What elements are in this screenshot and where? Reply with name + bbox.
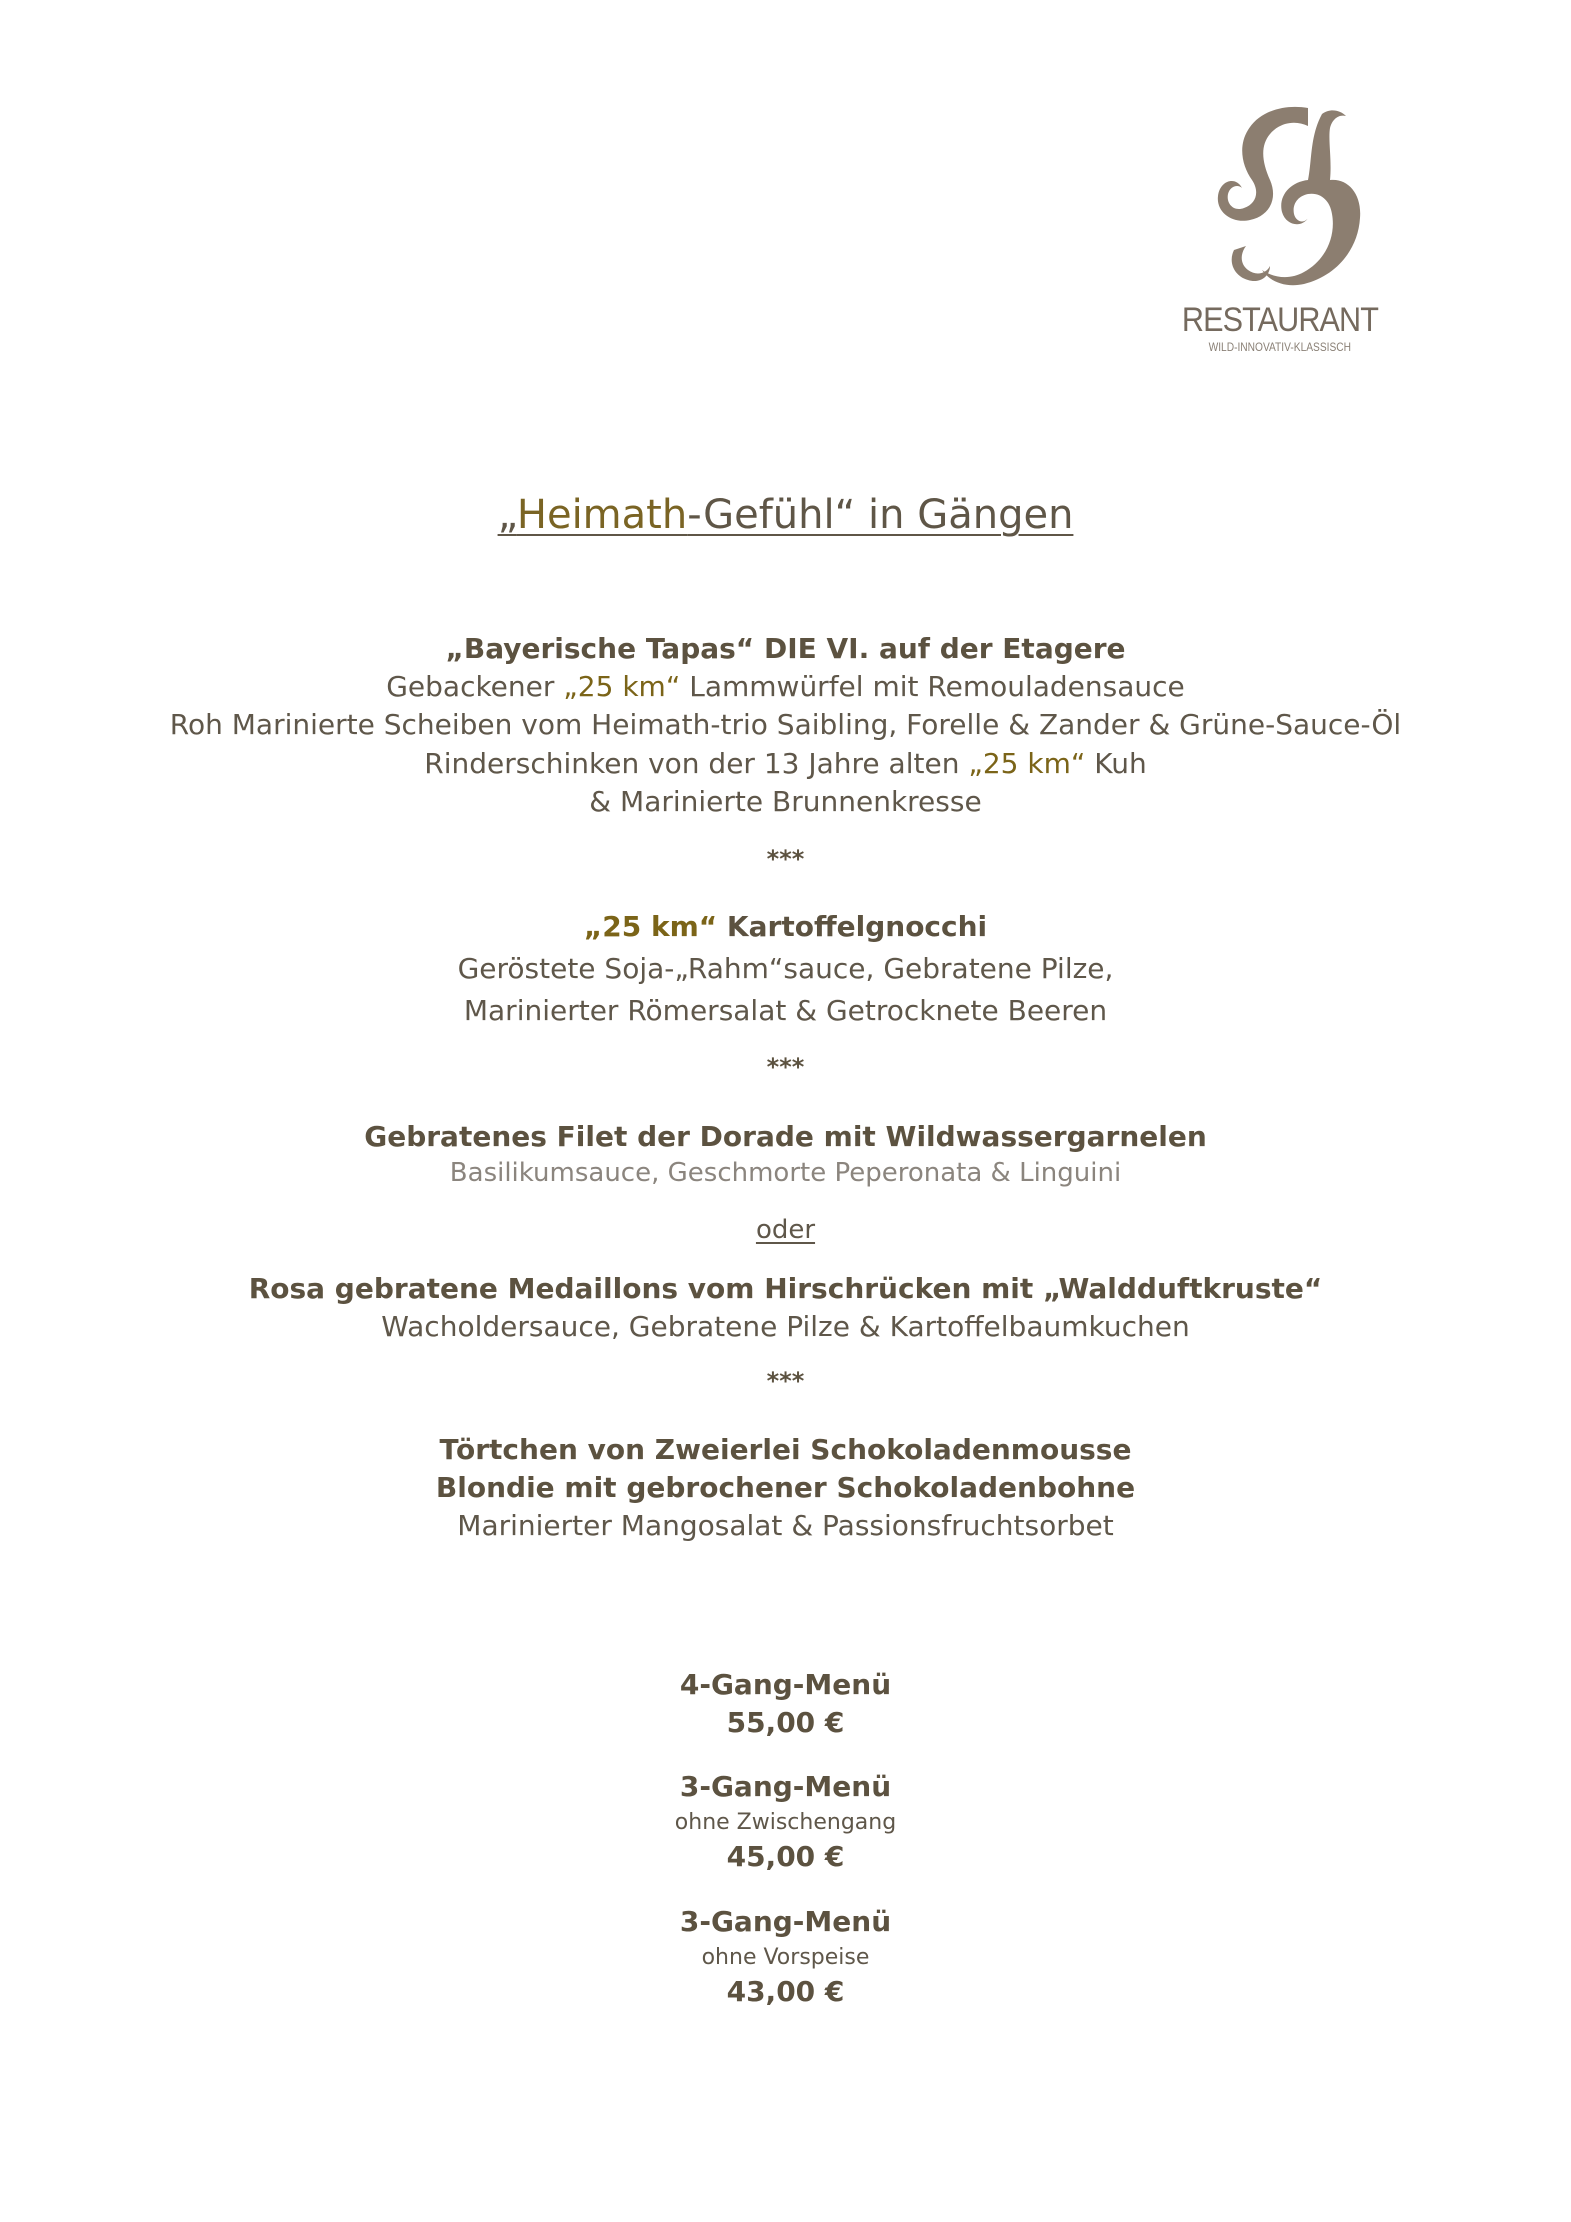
title-quote: „ [497, 492, 517, 538]
course4-line1: Marinierter Mangosalat & Passionsfruchtsorbet [457, 1509, 1114, 1542]
price-note: ohne Vorspeise [701, 1945, 870, 1970]
course2-line2: Marinierter Römersalat & Getrocknete Beeren [463, 994, 1108, 1027]
course-separator: *** [766, 1053, 805, 1081]
course2-heading-highlight: „25 km“ [583, 910, 718, 943]
course1-line1-pre: Gebackener [386, 670, 564, 703]
course-separator: *** [766, 1367, 805, 1395]
price-value: 45,00 € [726, 1840, 845, 1873]
h-monogram-icon [1190, 100, 1370, 305]
price-value: 43,00 € [726, 1975, 845, 2008]
course1-line1-post: Lammwürfel mit Remouladensauce [680, 670, 1185, 703]
course4-heading1: Törtchen von Zweierlei Schokoladenmousse [439, 1433, 1132, 1466]
course1-line1-highlight: „25 km“ [563, 670, 681, 703]
course4-heading2: Blondie mit gebrochener Schokoladenbohne [435, 1471, 1136, 1504]
title-rest: -Gefühl“ in Gängen [687, 492, 1074, 538]
course1-line4: & Marinierte Brunnenkresse [589, 785, 982, 818]
course1-line3-highlight: „25 km“ [968, 747, 1086, 780]
price-menu-name: 3-Gang-Menü [679, 1770, 892, 1803]
course-separator: *** [766, 845, 805, 873]
course1-line3 [0, 747, 1571, 780]
restaurant-logo [1150, 100, 1410, 375]
title-highlight: Heimath [516, 492, 688, 538]
course2-heading-rest: Kartoffelgnocchi [717, 910, 988, 943]
price-menu-name: 3-Gang-Menü [679, 1905, 892, 1938]
price-note: ohne Zwischengang [674, 1810, 897, 1835]
course2-heading [0, 910, 1571, 943]
course3a-line1: Basilikumsauce, Geschmorte Peperonata & Linguini [449, 1158, 1122, 1188]
price-value: 55,00 € [726, 1706, 845, 1739]
course3b-line1: Wacholdersauce, Gebratene Pilze & Kartoffelbaumkuchen [381, 1310, 1190, 1343]
logo-tagline: WILD-INNOVATIV-KLASSISCH [1208, 340, 1352, 354]
logo-wordmark: RESTAURANT [1181, 301, 1379, 339]
course3a-heading: Gebratenes Filet der Dorade mit Wildwassergarnelen [364, 1120, 1207, 1153]
page-title [0, 492, 1571, 538]
course1-line1 [0, 670, 1571, 703]
course1-line3-post: Kuh [1085, 747, 1147, 780]
course2-line1: Geröstete Soja-„Rahm“sauce, Gebratene Pilze, [457, 952, 1114, 985]
course1-line3-pre: Rinderschinken von der 13 Jahre alten [424, 747, 969, 780]
course1-heading: „Bayerische Tapas“ DIE VI. auf der Etagere [445, 632, 1126, 665]
or-label: oder [755, 1215, 816, 1245]
course3b-heading: Rosa gebratene Medaillons vom Hirschrücken mit „Waldduftkruste“ [248, 1272, 1323, 1305]
price-menu-name: 4-Gang-Menü [679, 1668, 892, 1701]
or-label-row [0, 1215, 1571, 1245]
course1-line2: Roh Marinierte Scheiben vom Heimath-trio Saibling, Forelle & Zander & Grüne-Sauce-Öl [169, 708, 1402, 741]
